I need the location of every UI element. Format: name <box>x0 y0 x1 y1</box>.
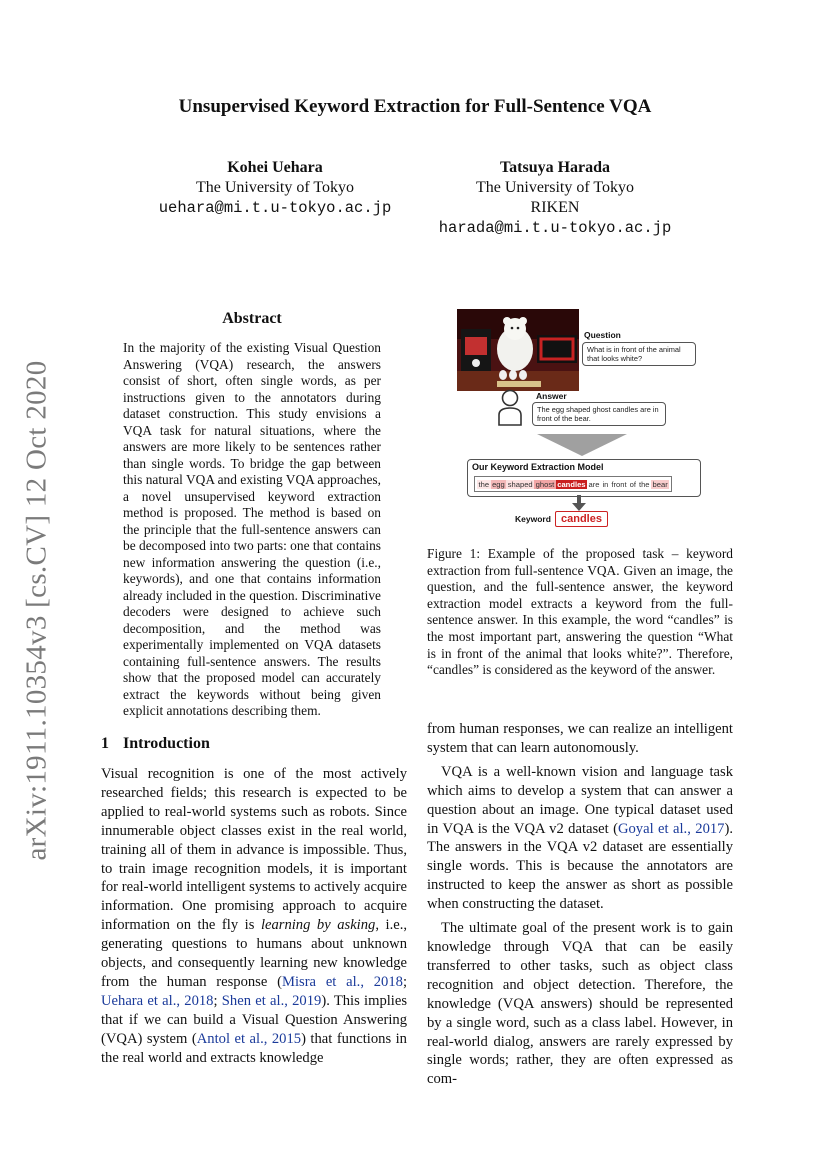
keyword-box: candles <box>555 511 608 527</box>
section-title: Introduction <box>123 735 210 752</box>
citation-link[interactable]: Uehara et al., 2018 <box>101 992 214 1009</box>
author-name: Kohei Uehara <box>227 159 323 176</box>
figure-photo <box>457 309 579 391</box>
intro-paragraph-2: VQA is a well-known vision and language task which aims to develop a system that can answer a question about an image. One typical dataset used in VQA is the VQA v2 dataset (Goyal et al., 2017). The answers in the VQA v2 dataset are essentially single words. This is because the annotators are instructed to keep the answer as short as possible when constructing the dataset. <box>427 763 733 913</box>
abstract-text: In the majority of the existing Visual Question Answering (VQA) research, the answers consist of short, often single words, as per instructions given to the annotators during dataset construction. This study envisions a VQA task for natural situations, where the answers are more likely to be sentences rather than single words. To bridge the gap between this natural VQA and existing VQA approaches, a novel unsupervised keyword extraction method is proposed. The method is based on the principle that the full-sentence answers can be decomposed into two parts: one that contains new information answering the question (i.e., keywords), and one that contains information already included in the question. Discriminative decoders were designed to achieve such decomposition, and the method was experimentally implemented on VQA datasets containing full-sentence answers. The results show that the proposed model can accurately extract the keywords without being given explicit annotations describing them. <box>123 340 381 718</box>
answer-bubble: The egg shaped ghost candles are in front of the bear. <box>532 402 666 426</box>
citation-link[interactable]: Misra et al., 2018 <box>281 973 403 990</box>
intro-paragraph-3: The ultimate goal of the present work is to gain knowledge through VQA that can be easily transferred to other tasks, such as object class recognition and object detection. Therefore, the knowledge (VQA answers) should be represented by a single word, such as a class label. However, in real-world dialog, answers are rarely expressed by single words; rather, they are often expressed as com- <box>427 920 733 1088</box>
token-8: of <box>629 479 636 489</box>
paper-title: Unsupervised Keyword Extraction for Full-Sentence VQA <box>178 96 652 117</box>
arxiv-identifier <box>14 360 60 860</box>
token-0: the <box>478 479 490 489</box>
citation-link[interactable]: Antol et al., 2015 <box>196 1030 302 1047</box>
intro-right-column <box>427 720 733 1089</box>
model-title: Our Keyword Extraction Model <box>472 462 604 472</box>
keyword-extraction-model <box>467 459 701 497</box>
abstract-heading: Abstract <box>222 310 282 327</box>
author-name: Tatsuya Harada <box>499 159 611 176</box>
small-down-arrow-icon <box>571 495 587 511</box>
author-block-2 <box>420 158 690 238</box>
token-highlight-row <box>474 476 672 492</box>
token-6: in <box>602 479 609 489</box>
author-affiliation-2: RIKEN <box>530 199 580 216</box>
token-2: shaped <box>507 479 533 489</box>
photo-illustration <box>457 309 579 391</box>
token-10: bear <box>652 479 668 489</box>
token-5: are <box>588 479 600 489</box>
token-1: egg <box>492 479 505 489</box>
section-number: 1 <box>101 735 109 752</box>
question-label: Question <box>584 330 621 340</box>
figure-caption: Figure 1: Example of the proposed task – keyword extraction from full-sentence VQA. Given an image, the question, and the full-sentence answer, the keyword extraction model extracts a keyword from the full-sentence answer. In this example, the word “candles” is the most important part, answering the question “What is in front of the animal that looks white?”. Therefore, “candles” is considered as the keyword of the answer. <box>427 546 733 678</box>
citation-link[interactable]: Shen et al., 2019 <box>221 992 322 1009</box>
section-heading-introduction <box>101 735 210 753</box>
arxiv-id-text: arXiv:1911.10354v3 [cs.CV] 12 Oct 2020 <box>20 359 53 861</box>
down-arrow-icon <box>537 434 627 456</box>
author-email[interactable]: harada@mi.t.u-tokyo.ac.jp <box>438 219 672 237</box>
figure-1 <box>457 307 707 532</box>
token-9: the <box>638 479 650 489</box>
citation-link[interactable]: Goyal et al., 2017 <box>617 820 725 837</box>
intro-paragraph-1: Visual recognition is one of the most actively researched fields; this research is expected to be applied to real-world systems such as robots. Since innumerable object classes exist in the real world, training all of them in advance is impossible. Thus, to train image recognition models, it is important for real-world intelligent systems to actively acquire information. One promising approach to acquire information on the fly is learning by asking, i.e., generating questions to humans about unknown objects, and consequently learning new knowledge from the human response (Misra et al., 2018; Uehara et al., 2018; Shen et al., 2019). This implies that if we can build a Visual Question Answering (VQA) system (Antol et al., 2015) that functions in the real world and extracts knowledge <box>101 766 408 1066</box>
intro-left-column <box>101 765 407 1068</box>
user-icon <box>497 389 523 427</box>
token-7: front <box>611 479 627 489</box>
token-3: ghost <box>535 479 555 489</box>
author-block-1 <box>140 158 410 218</box>
author-affiliation: The University of Tokyo <box>195 179 355 196</box>
question-bubble: What is in front of the animal that looks white? <box>582 342 696 366</box>
keyword-label: Keyword <box>515 514 551 524</box>
token-4: candles <box>557 479 586 489</box>
intro-paragraph-continued: from human responses, we can realize an intelligent system that can learn autonomously. <box>427 721 733 756</box>
answer-label: Answer <box>536 391 567 401</box>
author-affiliation: The University of Tokyo <box>475 179 635 196</box>
author-email[interactable]: uehara@mi.t.u-tokyo.ac.jp <box>158 199 392 217</box>
